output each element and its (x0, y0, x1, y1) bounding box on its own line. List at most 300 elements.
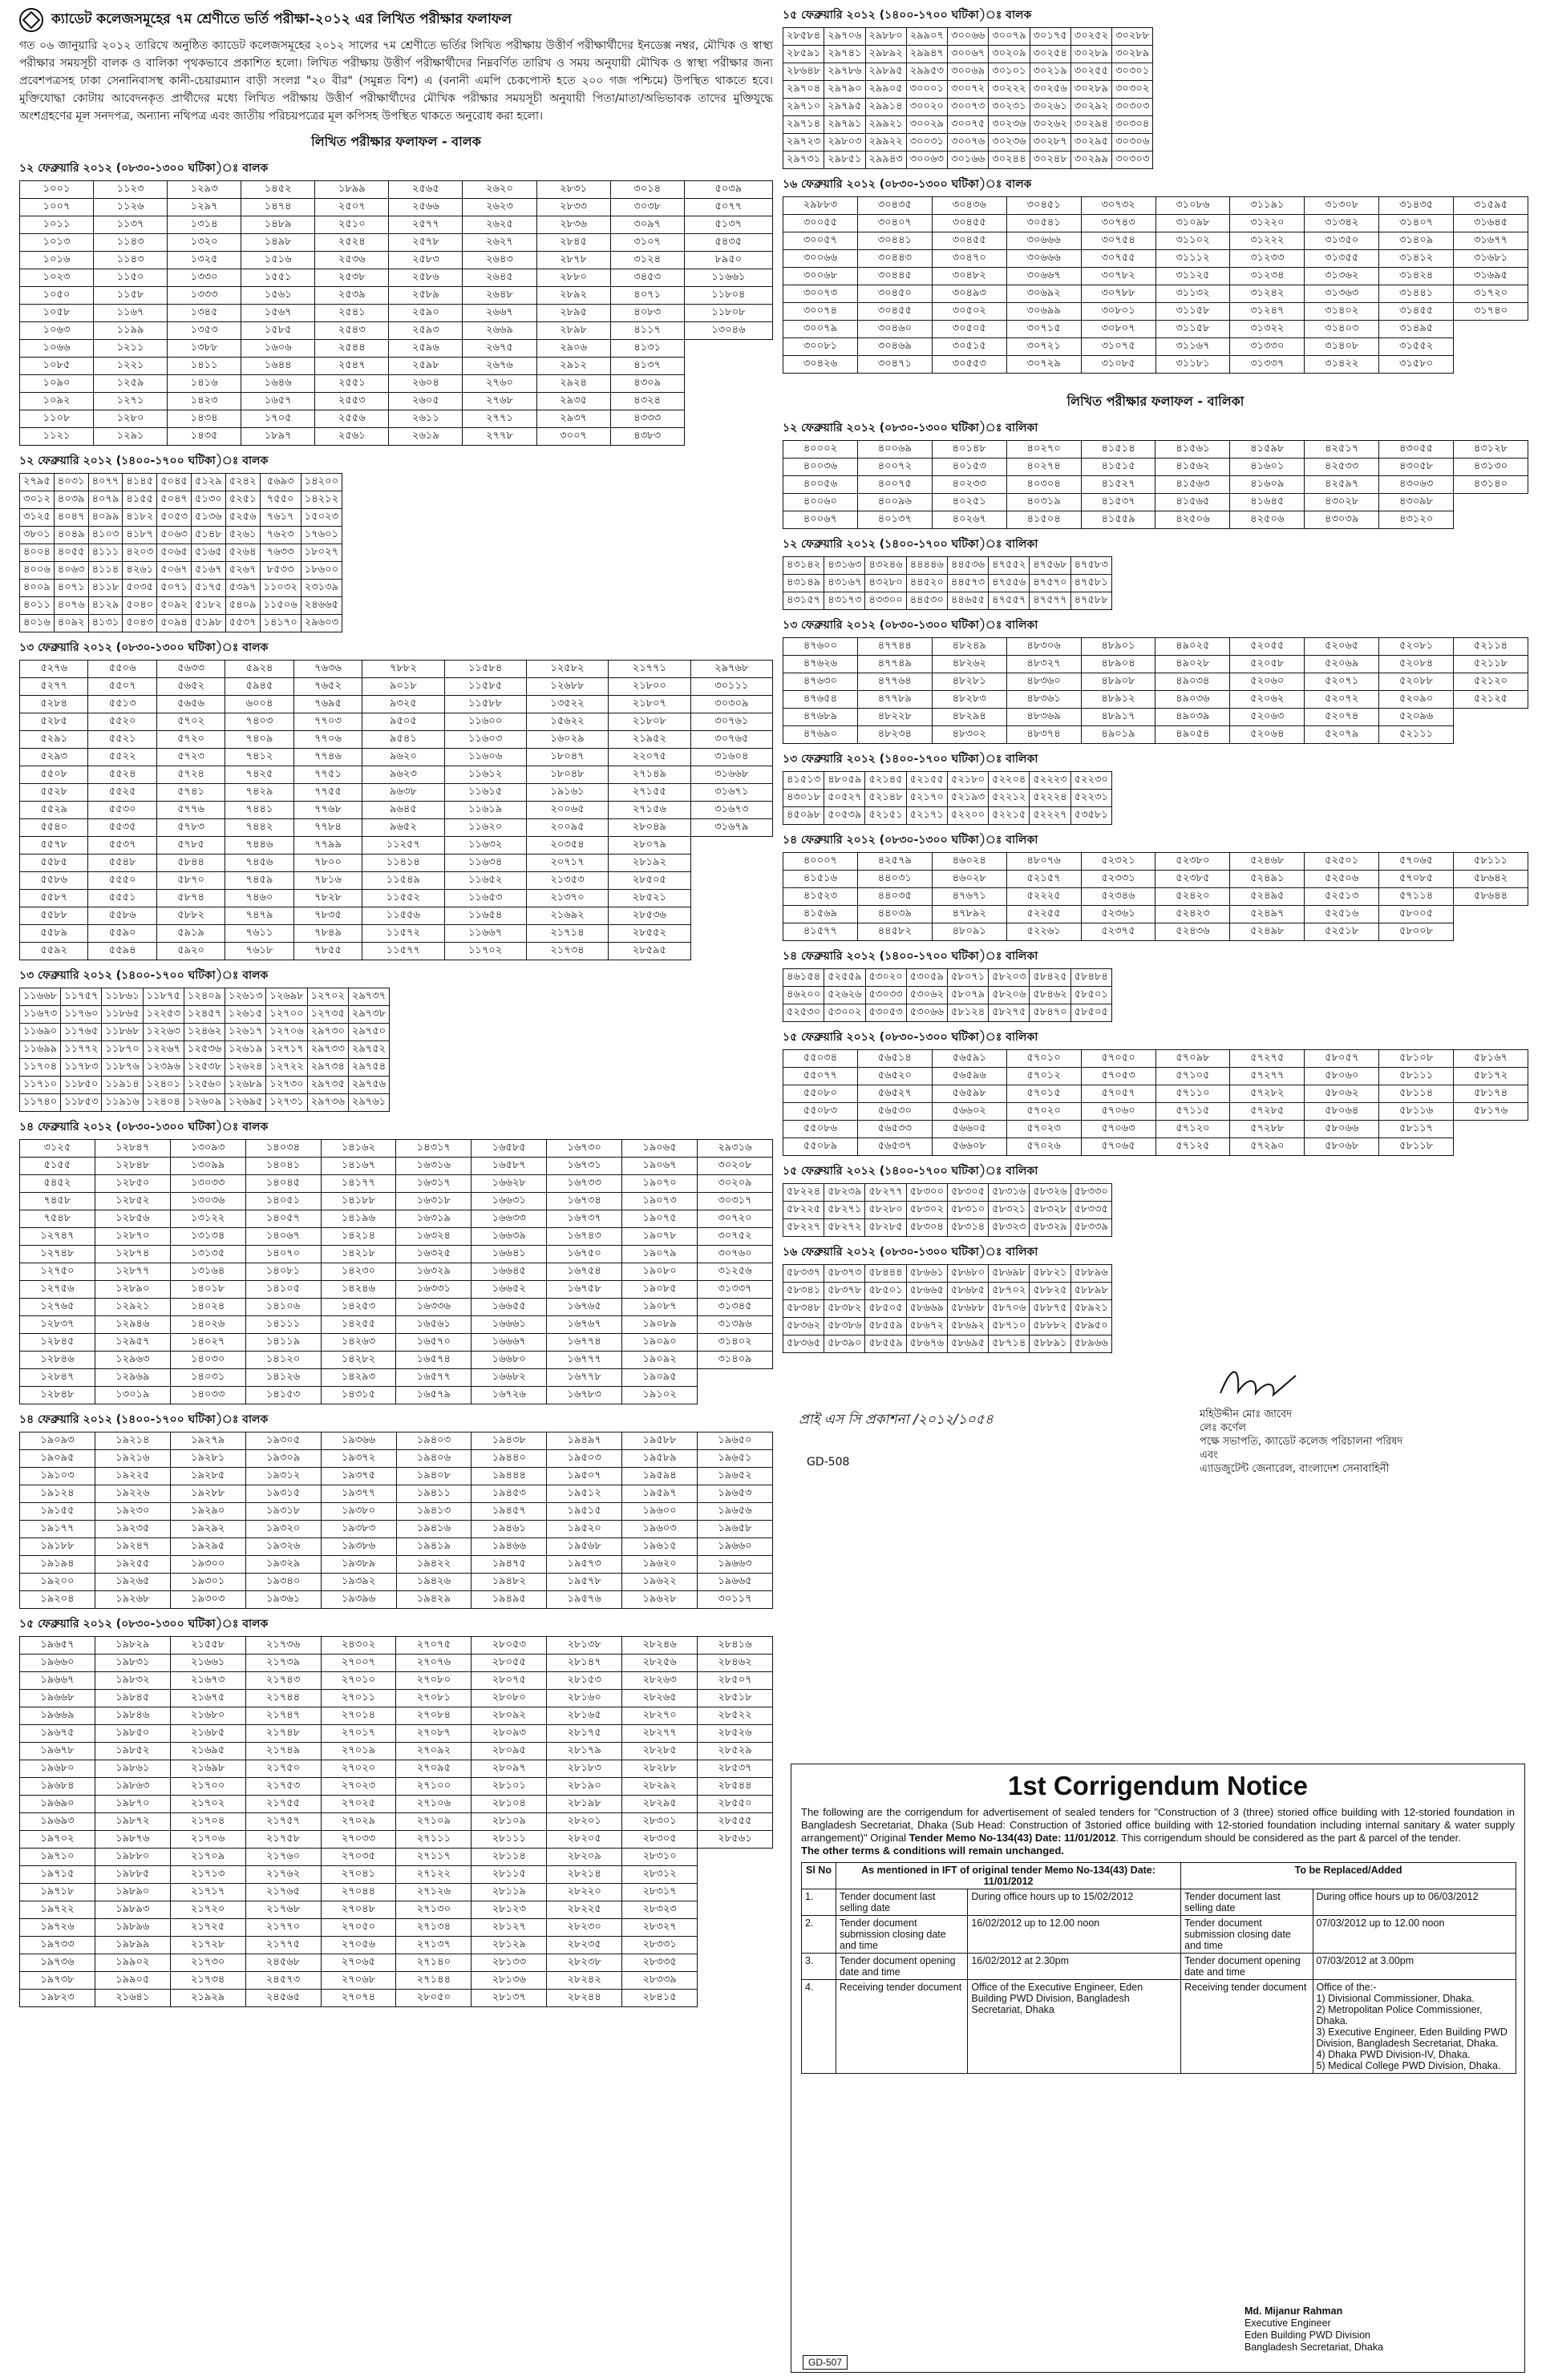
table-row (783, 888, 1528, 906)
index-number-cell: ১৯৩০১ (170, 1574, 245, 1591)
index-number-cell: ১৪০৩৩ (170, 1387, 245, 1404)
index-number-cell: ১১২৫৭ (362, 837, 444, 855)
index-number-cell: ৩১৪০৭ (1379, 215, 1454, 232)
index-number-cell: ২৮৩১৭ (622, 1884, 698, 1901)
index-number-cell: ১৯৩৭৫ (321, 1468, 396, 1485)
index-number-cell: ৩০০৫৭ (783, 232, 858, 250)
index-number-cell: ৪৭৫৮৮ (1070, 592, 1111, 610)
index-number-cell: ১৯৮৯০ (95, 1884, 170, 1901)
index-number-cell: ২১৭০৪ (170, 1813, 245, 1831)
index-number-cell: ১৯১০৩ (20, 1468, 95, 1485)
index-number-cell: ৯৬৫২ (362, 819, 444, 837)
table-row (20, 1316, 773, 1334)
index-number-cell: ৪০৩১৯ (1006, 494, 1081, 511)
table-row (20, 1556, 773, 1574)
index-number-cell: ৫৭০৬৩ (1081, 1121, 1155, 1138)
index-number-cell: ২৫৯৩ (389, 322, 463, 340)
index-number-cell: ১৯৮৯৩ (95, 1901, 170, 1919)
index-number-cell: ৩০৭৬৫ (690, 731, 772, 749)
index-number-cell: ৩০২৯৪ (1070, 116, 1111, 134)
index-number-cell: ৫৩০৫৩ (865, 1004, 906, 1022)
index-number-cell: ১২৯৪৬ (95, 1316, 170, 1334)
index-number-cell: ২৮২৭০ (622, 1707, 698, 1725)
table-row (20, 597, 342, 615)
index-number-cell: ২৯৭৩০ (307, 1024, 348, 1041)
index-number-cell: ২৯৩১৬ (698, 1140, 773, 1158)
index-number-cell: ৭৬৩৬ (293, 661, 362, 678)
index-number-cell: ৫৭২৮৫ (1230, 1103, 1305, 1121)
table-row (20, 1901, 773, 1919)
table-row (783, 1265, 1112, 1283)
index-number-cell: ৩১৪৪১ (1379, 285, 1454, 303)
index-number-cell: ৪১১৭ (610, 322, 684, 340)
index-number-cell: ১৯৪৩৮ (471, 1432, 547, 1450)
index-number-cell: ২৮৫০৭ (698, 1672, 773, 1690)
index-number-cell: ২১৭৩৯ (245, 1655, 321, 1672)
index-number-cell: ১১৬৬৮ (20, 988, 61, 1006)
index-number-cell: ৪৮৯০৪ (1081, 656, 1155, 673)
signatory-line3: এ্যাডজুটেন্ট জেনারেল, বাংলাদেশ সেনাবাহিনী (1200, 1463, 1390, 1475)
index-number-cell: ১১৬১৫ (444, 784, 526, 802)
index-number-cell: ১৯৩৮৩ (321, 1521, 396, 1538)
index-number-cell: ১৬৭৩১ (547, 1158, 622, 1175)
index-number-cell: ৪১৫৯৮ (1230, 441, 1305, 459)
index-number-cell: ২৮২৭৭ (622, 1725, 698, 1743)
index-number-cell: ৫২৫১৮ (1305, 923, 1379, 941)
index-number-cell: ২৮২৬৩ (622, 1672, 698, 1690)
index-number-cell: ২৪৫৭৩ (245, 1972, 321, 1990)
index-number-cell: ২১৭৩০ (170, 1954, 245, 1972)
corrigendum-cell-text: 3. (805, 1955, 814, 1966)
index-number-cell: ৫৮১১৭ (1379, 1121, 1454, 1138)
index-number-cell: ২৯৭৩৪ (307, 1059, 348, 1077)
index-number-cell: ২৭০৫৬ (321, 1937, 396, 1954)
index-number-cell: ১৯০৯০ (622, 1334, 698, 1352)
index-number-cell: ২৮২০৫ (547, 1831, 622, 1849)
index-number-cell: ৩০১৭৫ (1030, 28, 1070, 46)
index-number-cell: ৭৫৪৮ (20, 1210, 95, 1228)
index-number-cell: ১৩২০ (168, 234, 241, 252)
index-number-cell: ৫৭০১০ (1006, 1050, 1081, 1068)
index-number-cell: ২১৭২৮ (170, 1937, 245, 1954)
index-number-cell: ১১৭০২ (444, 943, 526, 960)
index-number-cell: ১৯০৮৯ (622, 1316, 698, 1334)
table-row (20, 1140, 773, 1158)
index-number-cell: ৫৭০৫৭ (1081, 1085, 1155, 1103)
index-number-cell: ৫২৫১ (225, 491, 260, 509)
index-number-cell: ২৮৩৬ (536, 216, 610, 234)
index-number-cell: ১৯১৭৭ (20, 1521, 95, 1538)
index-number-cell: ৩১৪৯৫ (1379, 321, 1454, 338)
index-number-cell: ২৭০৯৫ (396, 1760, 471, 1778)
index-number-cell: ৯৫০৫ (362, 713, 444, 731)
index-number-cell: ১২৭১৭ (266, 1041, 307, 1059)
index-number-cell: ৩০৪৭০ (932, 250, 1006, 268)
index-number-cell: ১৪১৯৬ (321, 1210, 396, 1228)
index-number-cell: ১৯৬৫৭ (20, 1637, 95, 1655)
index-number-cell: ১৯০৭৮ (622, 1228, 698, 1246)
index-number-cell: ৩০৬৬৬ (1006, 250, 1081, 268)
index-number-cell: ২৮১১৯ (471, 1884, 547, 1901)
index-number-cell: ৫৭০২৬ (1006, 1138, 1081, 1156)
index-number-cell: ১৯৩১৫ (245, 1485, 321, 1503)
index-number-cell: ৫৮৬৮৮ (947, 1300, 988, 1318)
index-number-cell: ২৭০১৪ (321, 1707, 396, 1725)
index-number-cell: ১৮৯৭ (241, 428, 315, 446)
index-number-cell: ৩১২৪ (610, 252, 684, 269)
index-number-cell: ১৮৯৯ (315, 181, 389, 199)
index-number-cell: ২৮২২০ (547, 1884, 622, 1901)
index-number-cell: ৫৮৮৯৬ (1070, 1265, 1111, 1283)
index-number-cell: ২৫৮৯ (389, 287, 463, 305)
index-number-cell: ১৯৪০৩ (396, 1432, 471, 1450)
index-number-cell: ১৬৩৩৬ (396, 1299, 471, 1316)
index-number-cell: ১২৮৪৬ (20, 1352, 95, 1369)
office-list-item: 5) Medical College PWD Division, Dhaka. (1316, 2060, 1501, 2071)
index-number-cell: ২১৯২৯ (170, 1990, 245, 2007)
index-number-cell: ১৩০৩৩ (170, 1175, 245, 1193)
index-number-cell: ৫২০৮১ (1379, 638, 1454, 656)
index-number-cell: ১২৭১ (94, 393, 168, 410)
index-number-cell: ১৪১৭০ (260, 615, 301, 632)
index-number-cell: ১৯৩০৫ (245, 1432, 321, 1450)
index-number-cell: ১৩০১৯ (95, 1387, 170, 1404)
index-number-cell: ৩১০৭৫ (1081, 338, 1155, 356)
notice-body (791, 1806, 1524, 1857)
index-number-cell: ১৬৭৫০ (547, 1246, 622, 1263)
index-number-cell: ৫১৬৫ (191, 544, 225, 562)
index-number-cell: ৫৬৬০২ (932, 1103, 1006, 1121)
index-number-cell: ২৮৩০১ (622, 1813, 698, 1831)
index-number-cell: ৪৩০৯ (610, 375, 684, 393)
index-number-cell: ৪০০০৭ (783, 853, 858, 871)
index-number-cell: ৪০৪৯ (54, 527, 88, 544)
index-number-cell: ৫২০৫৮ (1230, 656, 1305, 673)
index-number-cell: ২৮৫২৯ (698, 1743, 773, 1760)
index-number-cell: ৪৩১৫৭ (783, 592, 824, 610)
index-number-cell: ৫৩৫৮১ (1070, 807, 1111, 825)
index-number-cell: ৪১৫২৭ (1081, 476, 1155, 494)
corrigendum-cell-text: During office hours up to 15/02/2012 (971, 1891, 1134, 1902)
index-number-cell: ১৯৪৯৫ (471, 1591, 547, 1609)
index-number-cell: ২১৬৮০ (170, 1707, 245, 1725)
index-number-cell: ৪৪৫৩৬ (947, 557, 988, 575)
index-number-cell: ৫৮১১১ (1454, 853, 1528, 871)
index-number-cell: ২৮৫১৮ (698, 1690, 773, 1707)
index-number-cell: ১২৭০৬ (266, 1024, 307, 1041)
index-number-cell: ৪৭৬৩০ (783, 673, 858, 691)
index-number-cell: ৫২৬৪ (225, 544, 260, 562)
index-number-cell: ২৯৭২৩ (783, 134, 824, 152)
corrigendum-cell-r-item (1181, 1980, 1313, 2074)
index-number-cell: ৫৮০৬০ (1305, 1068, 1379, 1085)
index-number-cell: ১৬০২৯ (526, 731, 608, 749)
index-number-cell: ৩০৪৫৫ (932, 232, 1006, 250)
index-number-cell: ১৬৬৮০ (471, 1352, 547, 1369)
header (19, 8, 773, 32)
index-number-cell: ৫২৫৬ (225, 509, 260, 527)
index-number-cell: ৫২১৭১ (906, 807, 947, 825)
table-row (20, 340, 773, 358)
index-number-cell: ১৬৬৮২ (471, 1369, 547, 1387)
index-number-cell: ৫৬৫৬ (156, 696, 225, 713)
index-number-cell: ১১৬৩৪ (444, 855, 526, 872)
corrigendum-cell-o-val (968, 1980, 1181, 2074)
index-number-cell: ১৬৭২৬ (471, 1387, 547, 1404)
index-number-cell: ৩১৩৫৫ (1305, 250, 1379, 268)
index-number-cell: ৯৬৪৫ (362, 802, 444, 819)
index-number-cell: ২৮১৭৯ (547, 1743, 622, 1760)
index-number-cell: ২৮২২৫ (547, 1901, 622, 1919)
table-row (20, 269, 773, 287)
index-number-cell: ২৭০৭৬ (396, 1655, 471, 1672)
index-number-cell: ৩০২০৯ (989, 46, 1030, 63)
index-number-cell: ২৯৯১৪ (865, 99, 906, 116)
index-number-cell: ২১৭০২ (170, 1796, 245, 1813)
index-number-cell: ১৪৮৯ (241, 216, 315, 234)
table-row (20, 925, 773, 943)
index-number-table (783, 637, 1528, 744)
index-number-cell: ২৮৫২১ (609, 890, 690, 907)
index-number-table (783, 1264, 1112, 1353)
index-number-cell: ২১৭১৪ (526, 925, 608, 943)
index-number-cell: ৪৭৫৫২ (989, 557, 1030, 575)
index-number-cell: ২৮৩২৭ (622, 1919, 698, 1937)
table-row (802, 1954, 1516, 1980)
table-row (783, 285, 1528, 303)
index-number-cell: ১৪০২৭ (170, 1334, 245, 1352)
index-number-cell: ৭৮১৬ (293, 872, 362, 890)
index-number-cell: ১১৬৫৪ (444, 907, 526, 925)
index-number-cell: ১৯৯০৫ (95, 1972, 170, 1990)
index-number-cell: ১৬৩১৮ (396, 1193, 471, 1210)
index-number-cell: ৫৮৩১০ (947, 1202, 988, 1219)
index-number-cell: ২৬৪৫ (463, 269, 536, 287)
index-number-cell: ৪০৪৭ (54, 509, 88, 527)
index-number-cell: ১৯৩০৩ (170, 1591, 245, 1609)
index-number-cell: ১৯৩০০ (170, 1556, 245, 1574)
index-number-cell: ১২৭০০ (266, 1006, 307, 1024)
index-number-cell: ৫৬৫৩৭ (857, 1138, 932, 1156)
index-number-cell: ১৯৬৯৩ (20, 1813, 95, 1831)
index-number-cell: ২৫৭৮ (389, 234, 463, 252)
index-number-cell: ২৮৮০ (536, 269, 610, 287)
index-number-cell: ২৯৭০৪ (783, 81, 824, 99)
index-number-cell: ৭৬৫২ (293, 678, 362, 696)
index-number-cell: ১১৬৫২ (444, 872, 526, 890)
index-number-cell: ২৫৮৬ (389, 269, 463, 287)
index-number-cell: ৪৭৬৭১ (932, 888, 1006, 906)
index-number-cell: ১২৯১ (94, 428, 168, 446)
table-row (20, 1263, 773, 1281)
index-number-cell: ১৪১৭৭ (321, 1175, 396, 1193)
index-number-cell: ২৭০১৯ (321, 1743, 396, 1760)
index-number-cell: ১৪০৩০ (170, 1352, 245, 1369)
index-number-cell: ১২৩৯৬ (143, 1059, 184, 1077)
index-number-cell: ৫৮২৭১ (824, 1202, 865, 1219)
table-row (20, 1485, 773, 1503)
boys-sessions-right (783, 6, 1528, 374)
index-number-cell: ২১৩৫৩ (526, 872, 608, 890)
index-number-cell: ৫৬৫২০ (857, 1068, 932, 1085)
table-row (783, 99, 1153, 116)
index-number-cell: ২৮১৬৫ (547, 1707, 622, 1725)
index-number-cell: ১০৬৬ (20, 340, 94, 358)
index-number-cell: ২১৭১৭ (170, 1884, 245, 1901)
index-number-cell: ৩০৭২০ (698, 1210, 773, 1228)
index-number-cell: ৩০১২ (20, 491, 55, 509)
signature-block (783, 1353, 1528, 1554)
index-number-cell: ৩১৪২৪ (1379, 268, 1454, 285)
index-number-cell: ৪৯০১৯ (1081, 726, 1155, 744)
index-number-cell: ৫৮৩৮৬ (824, 1318, 865, 1335)
index-number-cell: ৫২০৯০ (1379, 691, 1454, 709)
index-number-cell: ৫৮৬৪৪ (1454, 888, 1528, 906)
table-row (20, 474, 342, 491)
index-number-cell: ২৮২৯২ (622, 1778, 698, 1796)
index-number-cell: ৪৪৫৩০ (906, 592, 947, 610)
index-number-cell: ৩১১৫৮ (1155, 303, 1230, 321)
index-number-cell: ১৪০৩১ (170, 1369, 245, 1387)
corrigendum-cell-text: Tender document opening date and time (1184, 1955, 1301, 1978)
index-number-cell: ১১৬১৯ (444, 802, 526, 819)
index-number-cell: ২৮৯২ (536, 287, 610, 305)
index-number-cell: ২৮৩২৩ (622, 1901, 698, 1919)
index-number-cell: ৪৩০৯৮ (1379, 494, 1454, 511)
index-number-cell: ২৮১১১ (471, 1831, 547, 1849)
index-number-cell: ২৯৮৮৩ (783, 197, 858, 215)
index-number-cell: ৩০৭৬০ (698, 1246, 773, 1263)
index-number-cell: ১৯১২৪ (20, 1485, 95, 1503)
index-number-cell: ৫৪০৯ (225, 597, 260, 615)
index-number-cell: ২৭০২৫ (321, 1796, 396, 1813)
index-number-table (783, 196, 1528, 374)
index-number-cell: ২৯৬০৩ (301, 615, 342, 632)
index-number-cell: ৫৮০৬৬ (1305, 1121, 1379, 1138)
index-number-cell: ২৩১৩৯ (301, 580, 342, 597)
index-number-cell: ১৬৫৭৯ (396, 1387, 471, 1404)
index-number-cell: ১১৬৫৩ (444, 890, 526, 907)
index-number-cell: ৩১৩৯৬ (698, 1316, 773, 1334)
index-number-cell: ৫৬৫২৭ (857, 1085, 932, 1103)
index-number-cell: ৩০৬৬৭ (1006, 268, 1081, 285)
col-sl-header: Sl No (802, 1863, 836, 1889)
index-number-cell: ৫৩০৬২ (906, 987, 947, 1004)
index-number-cell: ৩০৭৮৮ (1081, 285, 1155, 303)
index-number-cell: ৫২৬১ (225, 527, 260, 544)
index-number-cell: ১৩০৩৬ (170, 1193, 245, 1210)
index-number-cell: ২৫৮৩ (389, 252, 463, 269)
index-number-cell: ৪৩৩০০ (865, 592, 906, 610)
index-number-cell: ৩০০৭ (536, 428, 610, 446)
col-original-header: As mentioned in IFT of original tender Memo No-134(43) Date: 11/01/2012 (836, 1863, 1181, 1889)
index-number-cell: ১৪২৩০ (321, 1263, 396, 1281)
index-number-cell: ৫৮৩৮২ (824, 1300, 865, 1318)
index-number-cell: ১২৮৪৭ (20, 1369, 95, 1387)
corrigendum-cell-text: Office of the:- (1316, 1982, 1377, 1993)
index-number-cell: ২৫৬১ (315, 428, 389, 446)
index-number-cell: ২১৬৪১ (95, 1990, 170, 2007)
index-number-cell: ১৯২৯২ (170, 1521, 245, 1538)
index-number-cell: ১৩১৩৪ (170, 1228, 245, 1246)
index-number-cell: ১২৯৭ (168, 199, 241, 216)
index-number-cell: ৫২১২০ (1454, 673, 1528, 691)
index-number-cell: ৫২৪২৩ (1155, 906, 1230, 923)
index-number-cell: ৫৫১৩ (88, 696, 156, 713)
index-number-cell: ৩০৬৬৬ (1006, 232, 1081, 250)
index-number-cell: ১৯৩৭৭ (321, 1485, 396, 1503)
index-number-cell: ১২৮৪৭ (95, 1140, 170, 1158)
table-row (20, 287, 773, 305)
index-number-cell: ২৭৯৫ (20, 474, 55, 491)
index-number-cell: ৪১১৮ (88, 580, 123, 597)
index-number-cell: ৫৮৬৬১ (906, 1265, 947, 1283)
index-number-cell: ৫১৯৮ (191, 615, 225, 632)
index-number-cell: ২৮৩০৫ (622, 1831, 698, 1849)
index-number-cell: ৫৮২৮০ (865, 1202, 906, 1219)
index-number-cell: ৪১৬০১ (1230, 459, 1305, 476)
index-number-cell: ৩০৩১৭ (698, 1193, 773, 1210)
index-number-cell: ১২৬১৯ (225, 1041, 266, 1059)
table-row (783, 1103, 1528, 1121)
index-number-cell: ২১৭১৩ (170, 1866, 245, 1884)
index-number-cell: ৭৭৯৯ (293, 837, 362, 855)
index-number-cell: ৪২৫১৭ (1305, 441, 1379, 459)
corrigendum-cell-o-item (836, 1954, 968, 1980)
table-row (783, 1050, 1528, 1068)
index-number-cell: ২৮১৩৬ (471, 1972, 547, 1990)
index-number-cell: ২১৭২০ (170, 1901, 245, 1919)
index-number-cell: ৩০০৬৬ (948, 28, 989, 46)
table-row (783, 1335, 1112, 1353)
index-number-cell: ৫৮১০৮ (1379, 1050, 1454, 1068)
index-number-cell: ২১৭৬৮ (245, 1901, 321, 1919)
index-number-cell: ৩০৪৬০ (857, 321, 932, 338)
table-row (20, 1707, 773, 1725)
index-number-cell (1454, 1138, 1528, 1156)
index-number-cell: ২৭০০৭ (321, 1655, 396, 1672)
index-number-cell: ১১৮০৮ (684, 305, 772, 322)
index-number-cell: ৪৪৫৭৩ (947, 575, 988, 592)
index-number-cell: ২৮১৭৫ (547, 1725, 622, 1743)
index-number-cell: ৩০৯৭ (610, 216, 684, 234)
index-number-cell: ১২২১ (94, 358, 168, 375)
index-number-cell: ১৯২৯০ (170, 1503, 245, 1521)
index-number-cell: ২৯৭৮৬ (824, 63, 865, 81)
index-number-cell: ৫৭৮৫ (156, 837, 225, 855)
index-number-cell: ১৪৩৪ (168, 410, 241, 428)
session-heading: ১৬ ফেব্রুয়ারি ২০১২ (০৮৩০-১৩০০ ঘটিকা)ঃ বালক (783, 178, 1032, 191)
index-number-cell: ১৯৬৫৩ (698, 1485, 773, 1503)
index-number-cell: ৫৮০৬৪ (1305, 1103, 1379, 1121)
index-number-cell: ১৬৬৩১ (471, 1193, 547, 1210)
corrigendum-cell-r-item (1181, 1889, 1313, 1916)
index-number-cell: ১১৬০৬ (444, 749, 526, 766)
index-number-cell: ১২৬৯৫ (225, 1094, 266, 1112)
index-number-cell: ১২৮৩৭ (20, 1316, 95, 1334)
session-heading: ১৩ ফেব্রুয়ারি ২০১২ (০৮৩০-১৩০০ ঘটিকা)ঃ বালিকা (783, 619, 1038, 632)
index-number-cell: ২৮১২৩ (471, 1901, 547, 1919)
index-number-cell: ২১৬৯২ (526, 907, 608, 925)
corrigendum-cell-r-item (1181, 1916, 1313, 1954)
index-number-cell: ২৫২৪ (315, 234, 389, 252)
index-number-cell: ৫২২০৪ (989, 772, 1030, 790)
index-number-cell: ৫২২০০ (947, 807, 988, 825)
index-number-cell: ১৬৩১৯ (396, 1210, 471, 1228)
index-number-cell: ১৯৪২৯ (396, 1591, 471, 1609)
index-number-cell (1454, 906, 1528, 923)
corrigendum-cell-text: 07/03/2012 up to 12.00 noon (1316, 1917, 1445, 1929)
